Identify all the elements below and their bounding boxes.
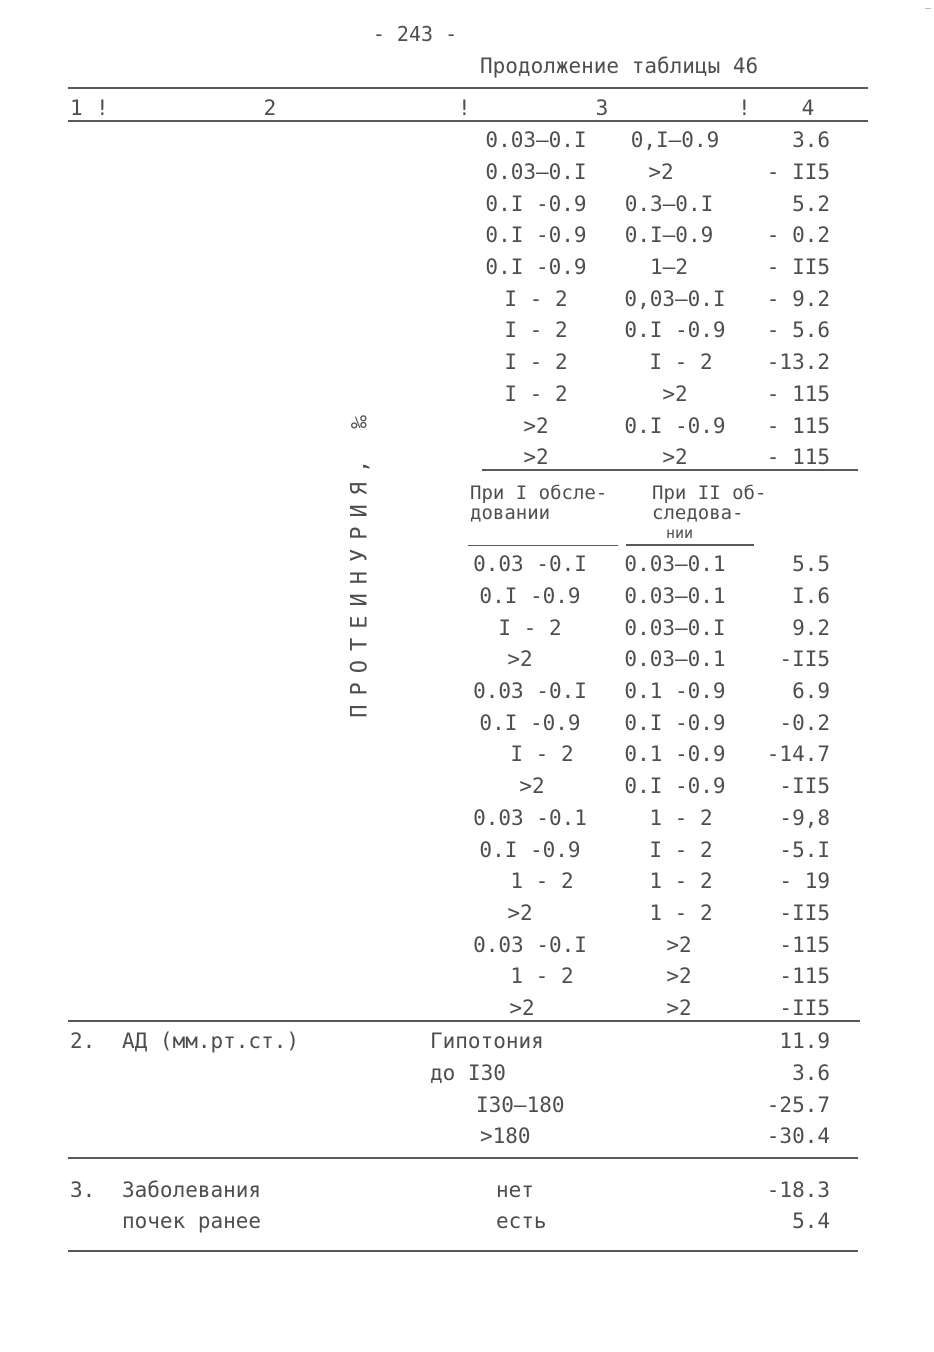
table-bottom-rule <box>68 1250 858 1252</box>
block-b-col-b: 0.1 -0.9 <box>624 742 726 766</box>
block-b-bottom-rule <box>68 1020 860 1022</box>
block-b-col-a: 0.I -0.9 <box>479 838 581 862</box>
section3-row-label: есть <box>496 1209 547 1233</box>
header-col3: 3 <box>595 96 609 120</box>
block-b-col-b: I - 2 <box>649 838 713 862</box>
block-a-col-a: 0.I -0.9 <box>485 223 587 247</box>
section3-row-label: нет <box>496 1178 534 1202</box>
block-a-value: - 0.2 <box>766 223 830 247</box>
block-b-value: -0.2 <box>779 711 830 735</box>
block-b-col-b: >2 <box>666 933 692 957</box>
block-a-col-b: >2 <box>662 445 688 469</box>
block-b-value: -14.7 <box>766 742 830 766</box>
block-b-value: -9,8 <box>779 806 830 830</box>
section2-row-value: 3.6 <box>792 1061 830 1085</box>
block-b-value: 5.5 <box>792 552 830 576</box>
block-b-value: 6.9 <box>792 679 830 703</box>
block-a-col-a: 0.I -0.9 <box>485 192 587 216</box>
block-a-col-a: 0.03–0.I <box>485 128 587 152</box>
block-a-col-a: I - 2 <box>504 350 568 374</box>
block-a-col-a: >2 <box>523 445 549 469</box>
block-b-col-a: >2 <box>507 647 533 671</box>
block-b-col-b: 0.03–0.1 <box>624 647 726 671</box>
block-a-col-b: >2 <box>662 382 688 406</box>
proteinuria-label-text: ПРОТЕИНУРИЯ, ‰ <box>347 406 373 718</box>
second-exam-line2: следова- <box>652 502 744 524</box>
block-b-value: I.6 <box>792 584 830 608</box>
block-b-col-b: 0.03–0.1 <box>624 552 726 576</box>
block-a-value: 5.2 <box>792 192 830 216</box>
block-a-bottom-rule <box>482 469 858 471</box>
block-b-col-b: >2 <box>666 964 692 988</box>
block-b-col-a: >2 <box>507 901 533 925</box>
block-b-col-b: 1 - 2 <box>649 806 713 830</box>
block-b-col-b: >2 <box>666 996 692 1020</box>
block-b-col-a: 0.03 -0.I <box>473 679 587 703</box>
block-b-value: -II5 <box>779 774 830 798</box>
block-b-col-b: 0.1 -0.9 <box>624 679 726 703</box>
second-exam-line1: При II об- <box>652 482 767 504</box>
section2-label: АД (мм.рт.ст.) <box>122 1029 300 1053</box>
block-b-col-a: 0.03 -0.I <box>473 933 587 957</box>
block-a-col-a: 0.I -0.9 <box>485 255 587 279</box>
block-b-value: -115 <box>779 933 830 957</box>
table-top-rule <box>68 87 868 89</box>
block-a-value: - 9.2 <box>766 287 830 311</box>
block-b-col-b: 0.03–0.1 <box>624 584 726 608</box>
block-a-col-b: 0,I–0.9 <box>630 128 720 152</box>
first-exam-line1: При I обсле- <box>470 482 608 504</box>
section2-row-value: 11.9 <box>779 1029 830 1053</box>
block-a-col-b: >2 <box>648 160 674 184</box>
page-number: - 243 - <box>372 22 458 46</box>
block-b-value: -II5 <box>779 647 830 671</box>
block-a-col-b: 1–2 <box>650 255 688 279</box>
subheader-underline-right <box>626 544 754 546</box>
section3-row-value: -18.3 <box>766 1178 830 1202</box>
section2-number: 2. <box>70 1029 96 1053</box>
block-a-col-a: 0.03–0.I <box>485 160 587 184</box>
block-a-col-b: 0.I -0.9 <box>624 414 726 438</box>
block-a-value: - 115 <box>766 414 830 438</box>
header-sep3: ! <box>738 96 751 120</box>
header-col4: 4 <box>801 96 815 120</box>
block-b-col-a: >2 <box>509 996 535 1020</box>
section3-label-line1: Заболевания <box>122 1178 262 1202</box>
block-a-value: 3.6 <box>792 128 830 152</box>
block-a-col-b: 0.I–0.9 <box>624 223 714 247</box>
header-col2: 2 <box>263 96 277 120</box>
block-b-col-b: 0.03–0.I <box>624 616 726 640</box>
block-b-value: -115 <box>779 964 830 988</box>
block-b-col-a: 1 - 2 <box>510 869 574 893</box>
block-b-col-a: I - 2 <box>510 742 574 766</box>
section3-label-line2: почек ранее <box>122 1209 262 1233</box>
block-b-col-b: 1 - 2 <box>649 901 713 925</box>
block-a-value: -13.2 <box>766 350 830 374</box>
block-b-value: -II5 <box>779 996 830 1020</box>
block-b-col-b: 0.I -0.9 <box>624 711 726 735</box>
block-a-col-a: I - 2 <box>504 318 568 342</box>
first-exam-line2: довании <box>470 502 551 524</box>
block-a-value: - 5.6 <box>766 318 830 342</box>
section2-row-value-label: Гипотония <box>430 1029 544 1053</box>
block-b-col-b: 1 - 2 <box>649 869 713 893</box>
block-b-col-a: 0.03 -0.I <box>473 552 587 576</box>
subheader-underline-left <box>468 545 618 546</box>
table-caption: Продолжение таблицы 46 <box>480 54 759 78</box>
section3-row-value: 5.4 <box>792 1209 830 1233</box>
block-a-col-b: I - 2 <box>649 350 713 374</box>
section2-row-value: -30.4 <box>766 1124 830 1148</box>
header-sep2: ! <box>458 96 471 120</box>
block-a-col-a: I - 2 <box>504 287 568 311</box>
block-b-value: -II5 <box>779 901 830 925</box>
block-a-col-b: 0,03–0.I <box>624 287 726 311</box>
section2-row-value-label: >180 <box>480 1124 531 1148</box>
block-b-value: -5.I <box>779 838 830 862</box>
block-a-value: - II5 <box>766 255 830 279</box>
block-a-value: - II5 <box>766 160 830 184</box>
block-a-value: - 115 <box>766 445 830 469</box>
block-b-col-b: 0.I -0.9 <box>624 774 726 798</box>
block-a-col-b: 0.3–0.I <box>624 192 714 216</box>
block-a-value: - 115 <box>766 382 830 406</box>
section2-row-value: -25.7 <box>766 1093 830 1117</box>
scan-speck <box>925 8 931 9</box>
block-b-col-a: I - 2 <box>498 616 562 640</box>
block-a-col-b: 0.I -0.9 <box>624 318 726 342</box>
block-b-col-a: 0.I -0.9 <box>479 584 581 608</box>
block-b-col-a: >2 <box>519 774 545 798</box>
header-sep1: ! <box>96 96 109 120</box>
block-b-col-a: 0.03 -0.1 <box>473 806 587 830</box>
block-b-col-a: 0.I -0.9 <box>479 711 581 735</box>
section2-row-value-label: I30–180 <box>476 1093 565 1117</box>
header-col1: 1 <box>70 96 83 120</box>
second-exam-line3: нии <box>666 524 694 542</box>
block-a-col-a: I - 2 <box>504 382 568 406</box>
header-bottom-rule <box>68 120 868 122</box>
block-b-value: - 19 <box>779 869 830 893</box>
section3-number: 3. <box>70 1178 96 1202</box>
block-a-col-a: >2 <box>523 414 549 438</box>
section2-row-value-label: до I30 <box>430 1061 506 1085</box>
block-b-col-a: 1 - 2 <box>510 964 574 988</box>
block-b-value: 9.2 <box>792 616 830 640</box>
section2-bottom-rule <box>68 1157 858 1159</box>
